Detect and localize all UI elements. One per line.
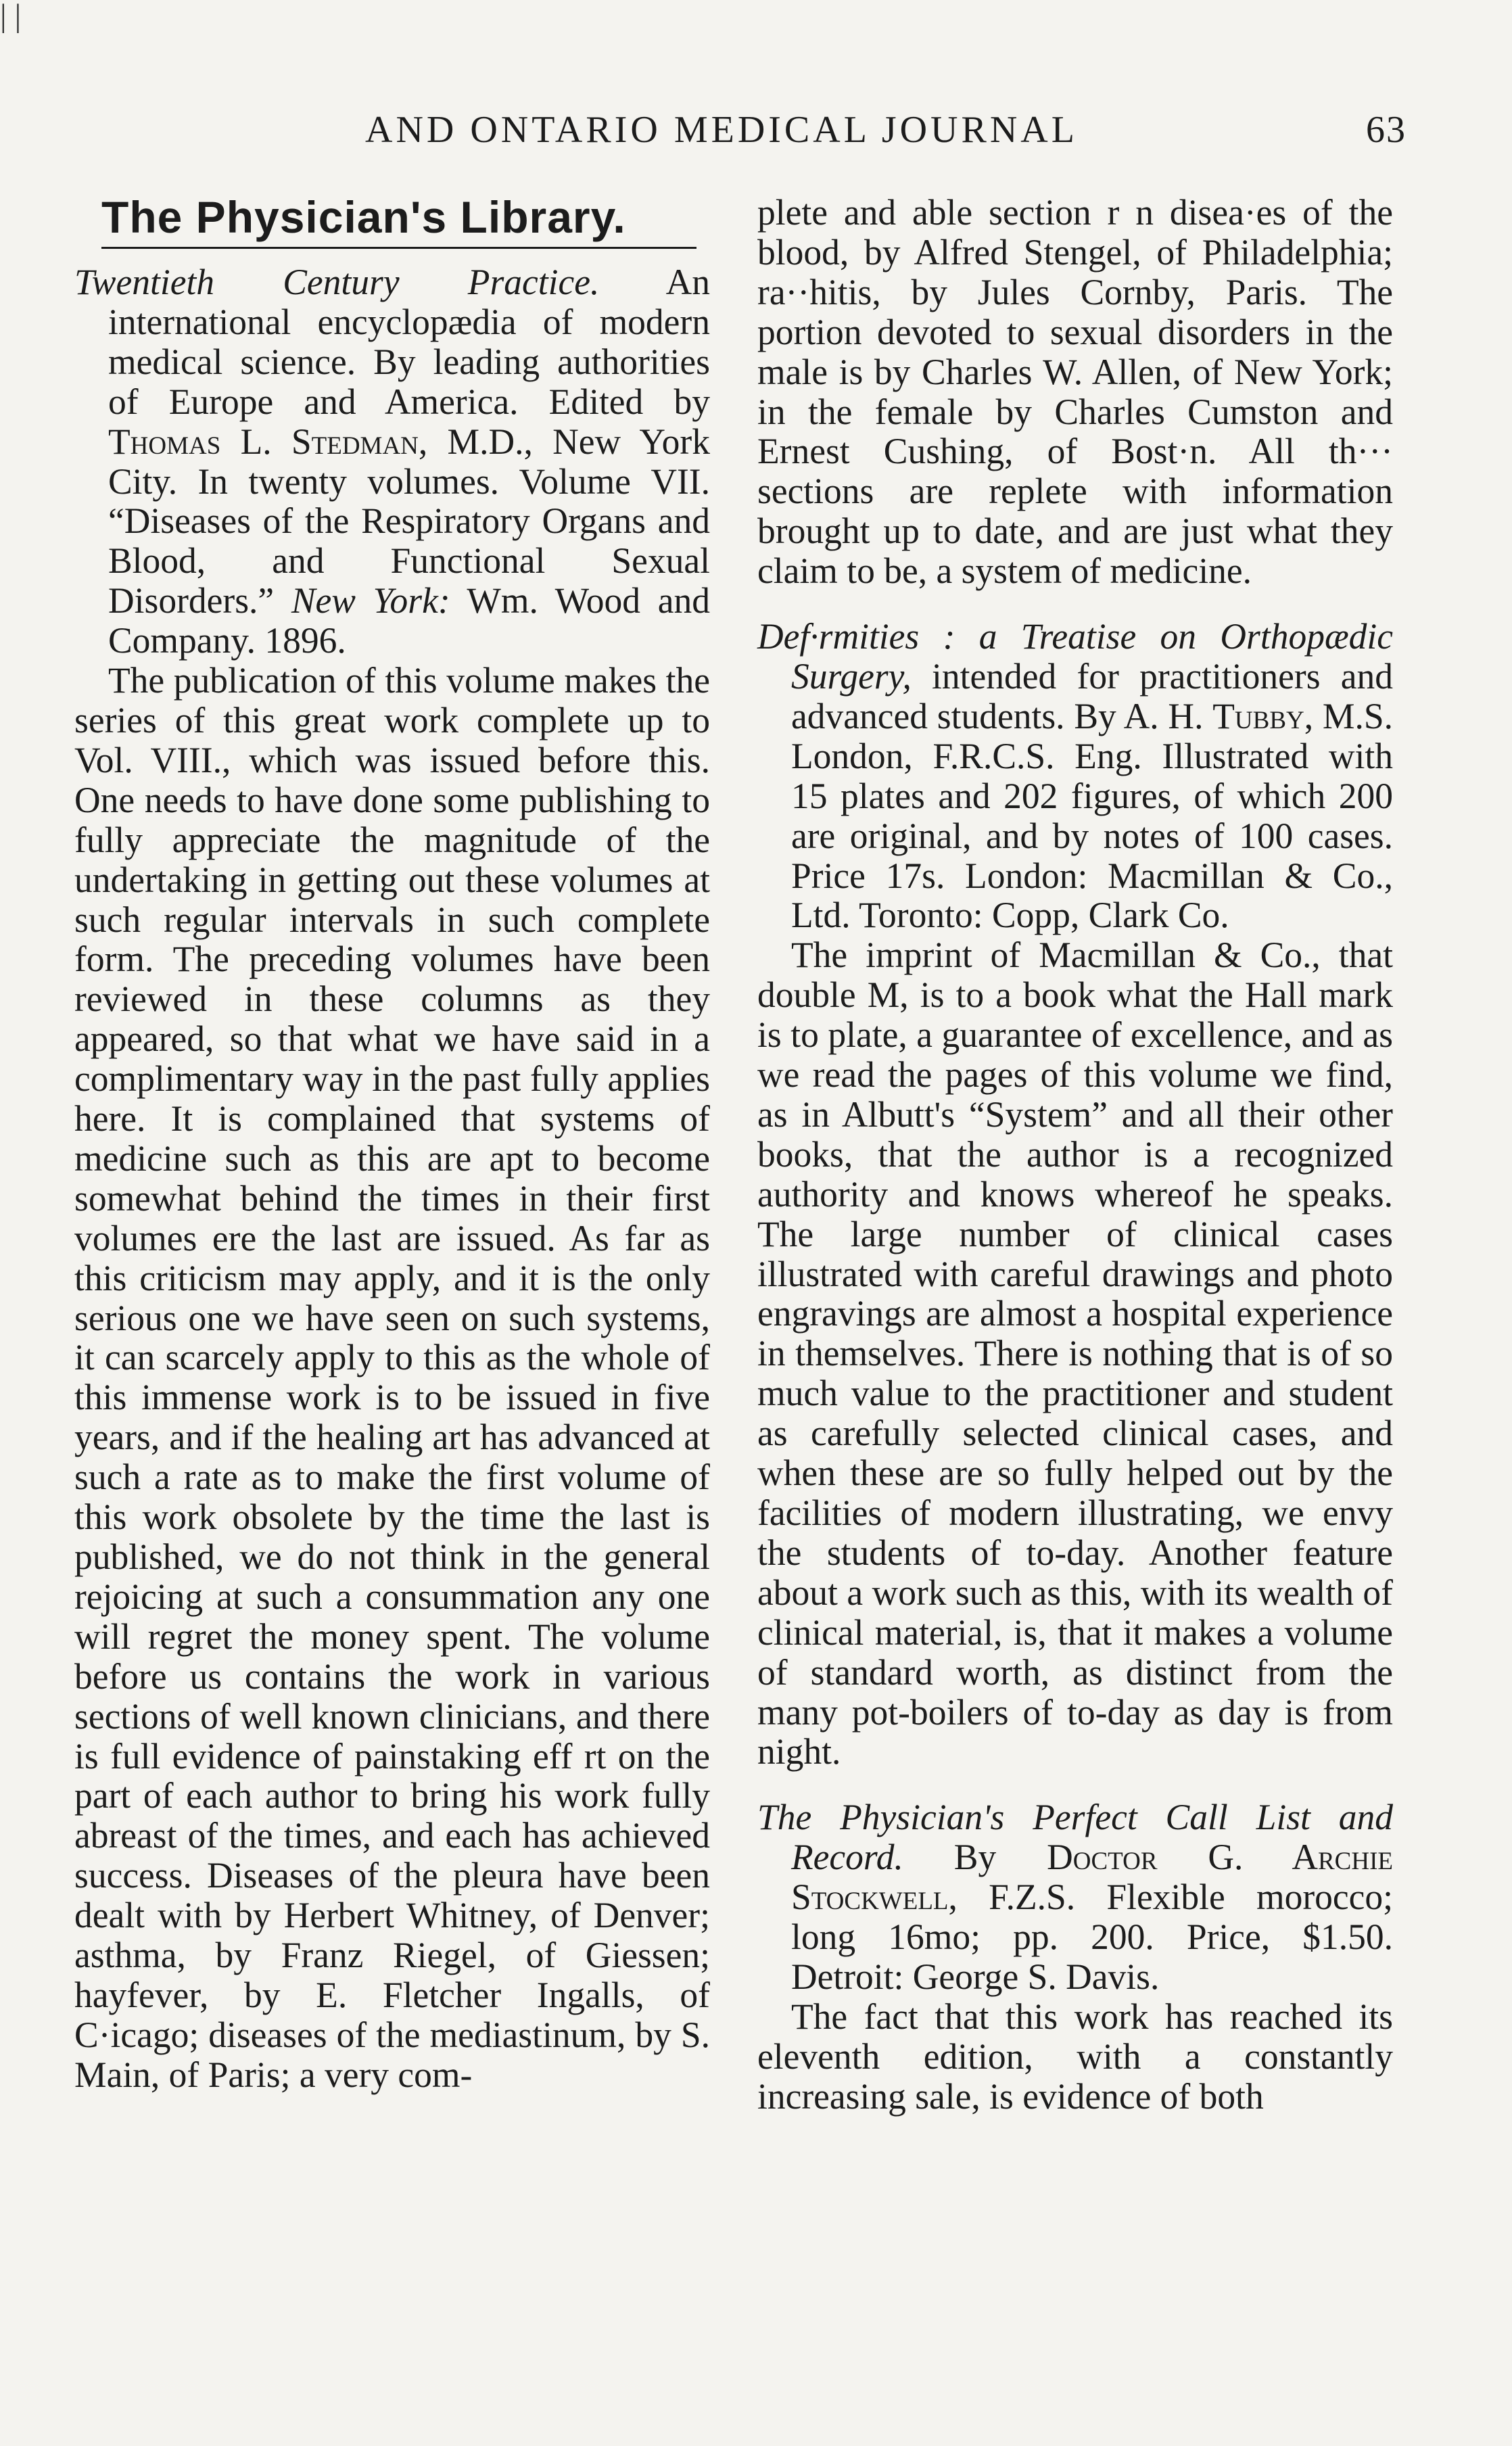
book-description: Wm. Wood and Company. 1896. (108, 580, 710, 661)
right-column (757, 193, 1393, 2117)
running-title: AND ONTARIO MEDICAL JOURNAL (365, 109, 1078, 151)
book-description: intended for practitioners and advanced students. By A. H. (791, 655, 1393, 736)
book-description: , F.Z.S. Flexible morocco; long 16mo; pp. 200. Price, $1.50. Detroit: George S. Davis. (791, 1877, 1393, 1997)
publisher-place: New York: (291, 580, 450, 621)
review-paragraph: The publication of this volume makes the series of this great work complete up to Vol. VIII., which was issued before this. One needs to have done some publishing to fully appreciate the magnitude of the undertaking in getting out these volumes at such regular intervals in such complete form. The preceding volumes have been reviewed in these columns as they appeared, so that what we have said in a complimentary way in the past fully applies here. It is complained that systems of medicine such as this are apt to become somewhat behind the times in their first volumes ere the last are issued. As far as this criticism may apply, and it is the only serious one we have seen on such systems, it can scarcely apply to this as the whole of this immense work is to be issued in five years, and if the healing art has advanced at such a rate as to make the first volume of this work obsolete by the time the last is published, we do not think in the general rejoicing at such a consummation any one will regret the money spent. The volume before us contains the work in various sections of well known clinicians, and there is full evidence of painstaking eff rt on the part of each author to bring his work fully abreast of the times, and each has achieved success. Diseases of the pleura have been dealt with by Herbert Whitney, of Denver; asthma, by Franz Riegel, of Giessen; hayfever, by E. Fletcher Ingalls, of C·icago; diseases of the mediastinum, by S. Main, of Paris; a very com- (74, 660, 710, 2095)
book-description: An international encyclopædia of modern medical science. By leading authorities of Europe and America. Edited by (108, 262, 710, 422)
title-rule (101, 247, 696, 249)
book-description: By (903, 1837, 1047, 1878)
review-paragraph: The fact that this work has reached its eleventh edition, with a constantly increasing sale, is evidence of both (757, 1996, 1393, 2117)
book-title: The Physician's Perfect Call List and Record. (757, 1797, 1393, 1878)
author-name: Doctor G. Archie Stockwell (791, 1837, 1394, 1918)
book-entry-deformities (757, 617, 1393, 935)
running-header (365, 108, 1407, 162)
book-title: Twentieth Century Practice. (74, 262, 600, 302)
review-paragraph-continued: plete and able section r n disea·es of the blood, by Alfred Stengel, of Philadelphia; ra··hitis, by Jules Cornby, Paris. The portion devoted to sexual disorders in the male is by Charles W. Allen, of New York; in the female by Charles Cumston and Ernest Cushing, of Bost·n. All th··· sections are replete with information brought up to date, and are just what they claim to be, a system of medicine. (757, 192, 1393, 592)
review-paragraph: The imprint of Macmillan & Co., that double M, is to a book what the Hall mark is to plate, a guarantee of excellence, and as we read the pages of this volume we find, as in Albutt's “System” and all their other books, that the author is a recognized authority and knows whereof he speaks. The large number of clinical cases illustrated with careful drawings and photo engravings are almost a hospital experience in themselves. There is nothing that is of so much value to the practitioner and student as carefully selected clinical cases, and when these are so fully helped out by the facilities of modern illustrating, we envy the students of to-day. Another feature about a work such as this, with its wealth of clinical material, is, that it makes a volume of standard worth, as distinct from the many pot-boilers of to-day as day is from night. (757, 935, 1393, 1772)
page-number: 63 (1366, 109, 1407, 151)
left-column (74, 193, 710, 2095)
book-description: , M.D., New York City. In twenty volumes. Volume VII. “Diseases of the Respiratory Organs and Blood, and Functional Sexual Disorders.” (108, 421, 711, 621)
book-description: , M.S. London, F.R.C.S. Eng. Illustrated with 15 plates and 202 figures, of which 200 are original, and by notes of 100 cases. Price 17s. London: Macmillan & Co., Ltd. Toronto: Copp, Clark Co. (791, 695, 1393, 936)
margin-mark: | | (0, 0, 22, 34)
book-entry-call-list (757, 1797, 1393, 1997)
book-entry-twentieth-century-practice (74, 262, 710, 661)
editor-name: Thomas L. Stedman (108, 421, 419, 462)
book-title: Def·rmities : a Treatise on Orthopædic Surgery, (757, 616, 1393, 697)
author-name: Tubby (1212, 695, 1304, 736)
section-title: The Physician's Library. (101, 192, 626, 242)
